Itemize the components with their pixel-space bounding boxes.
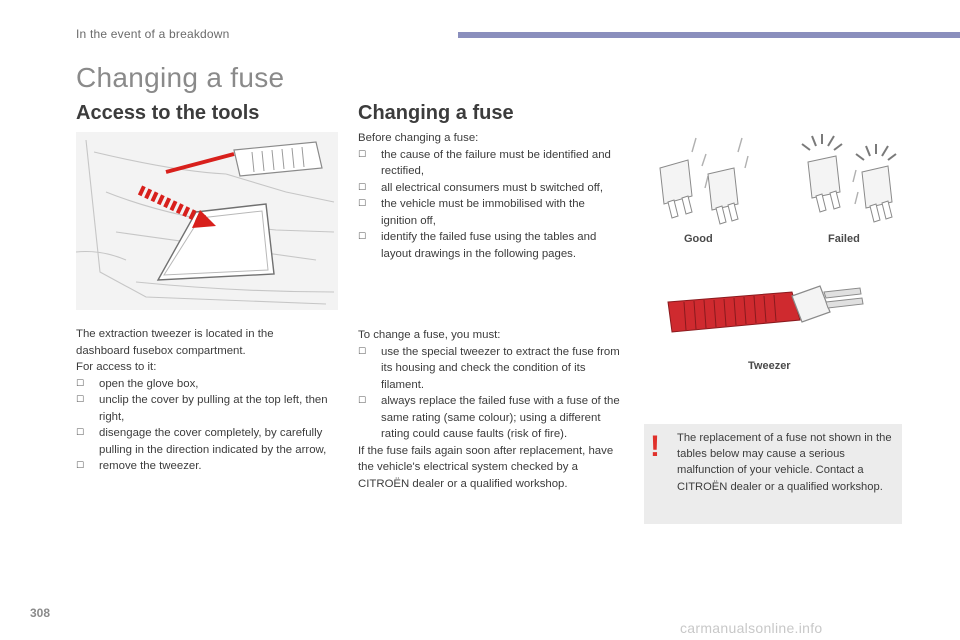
- page-number: 308: [30, 606, 51, 620]
- before-step: ☐ all electrical consumers must b switched off,: [358, 180, 620, 197]
- good-fuse-caption: Good: [684, 233, 713, 245]
- access-tools-heading: Access to the tools: [76, 102, 260, 124]
- access-intro-line-1: The extraction tweezer is located in the: [76, 328, 274, 340]
- failed-fuse-caption: Failed: [828, 233, 860, 245]
- access-intro-line-2: dashboard fusebox compartment.: [76, 344, 246, 357]
- changing-fuse-heading: Changing a fuse: [358, 102, 514, 124]
- change-intro: To change a fuse, you must:: [358, 329, 501, 341]
- change-step: ☐ always replace the failed fuse with a fuse of the same rating (same colour); using a different rating could cause faults (risk of fire).: [358, 393, 620, 443]
- page-title: Changing a fuse: [76, 62, 285, 93]
- before-step: ☐ identify the failed fuse using the tables and layout drawings in the following pages.: [358, 229, 620, 262]
- failed-fuses-figure: [796, 132, 906, 228]
- change-step: ☐ use the special tweezer to extract the fuse from its housing and check the condition of its filament.: [358, 344, 620, 394]
- access-text-block: [76, 326, 338, 475]
- good-fuse-drawing: [648, 132, 758, 228]
- warning-text: The replacement of a fuse not shown in the tables below may cause a serious malfunction of your vehicle. Contact a CITROËN dealer or a qualified workshop.: [677, 432, 892, 493]
- access-steps-list: [76, 376, 338, 475]
- header-bar: [458, 32, 960, 38]
- watermark: carmanualsonline.info: [680, 620, 823, 636]
- before-step: ☐ the vehicle must be immobilised with the ignition off,: [358, 196, 620, 229]
- change-steps-list: [358, 344, 620, 443]
- tweezer-drawing: [664, 280, 868, 342]
- access-step: ☐ disengage the cover completely, by carefully pulling in the direction indicated by the arrow,: [76, 425, 338, 458]
- glovebox-illustration: [76, 132, 338, 310]
- access-step: ☐ unclip the cover by pulling at the top left, then right,: [76, 392, 338, 425]
- tweezer-figure: [664, 280, 868, 342]
- before-changing-block: [358, 130, 620, 262]
- good-fuses-figure: [648, 132, 758, 228]
- glovebox-drawing: [76, 132, 338, 310]
- closing-paragraph: If the fuse fails again soon after replacement, have the vehicle's electrical system checked by a CITROËN dealer or a qualified workshop.: [358, 444, 614, 490]
- change-procedure-block: [358, 327, 620, 492]
- section-label: In the event of a breakdown: [76, 27, 230, 41]
- before-intro: Before changing a fuse:: [358, 132, 479, 144]
- tweezer-caption: Tweezer: [748, 360, 791, 372]
- access-intro-line-3: For access to it:: [76, 361, 157, 373]
- access-step: ☐ remove the tweezer.: [76, 458, 338, 475]
- failed-fuse-drawing: [796, 132, 906, 228]
- exclamation-icon: !: [650, 430, 660, 463]
- before-steps-list: [358, 147, 620, 263]
- before-step: ☐ the cause of the failure must be identified and rectified,: [358, 147, 620, 180]
- access-step: ☐ open the glove box,: [76, 376, 338, 393]
